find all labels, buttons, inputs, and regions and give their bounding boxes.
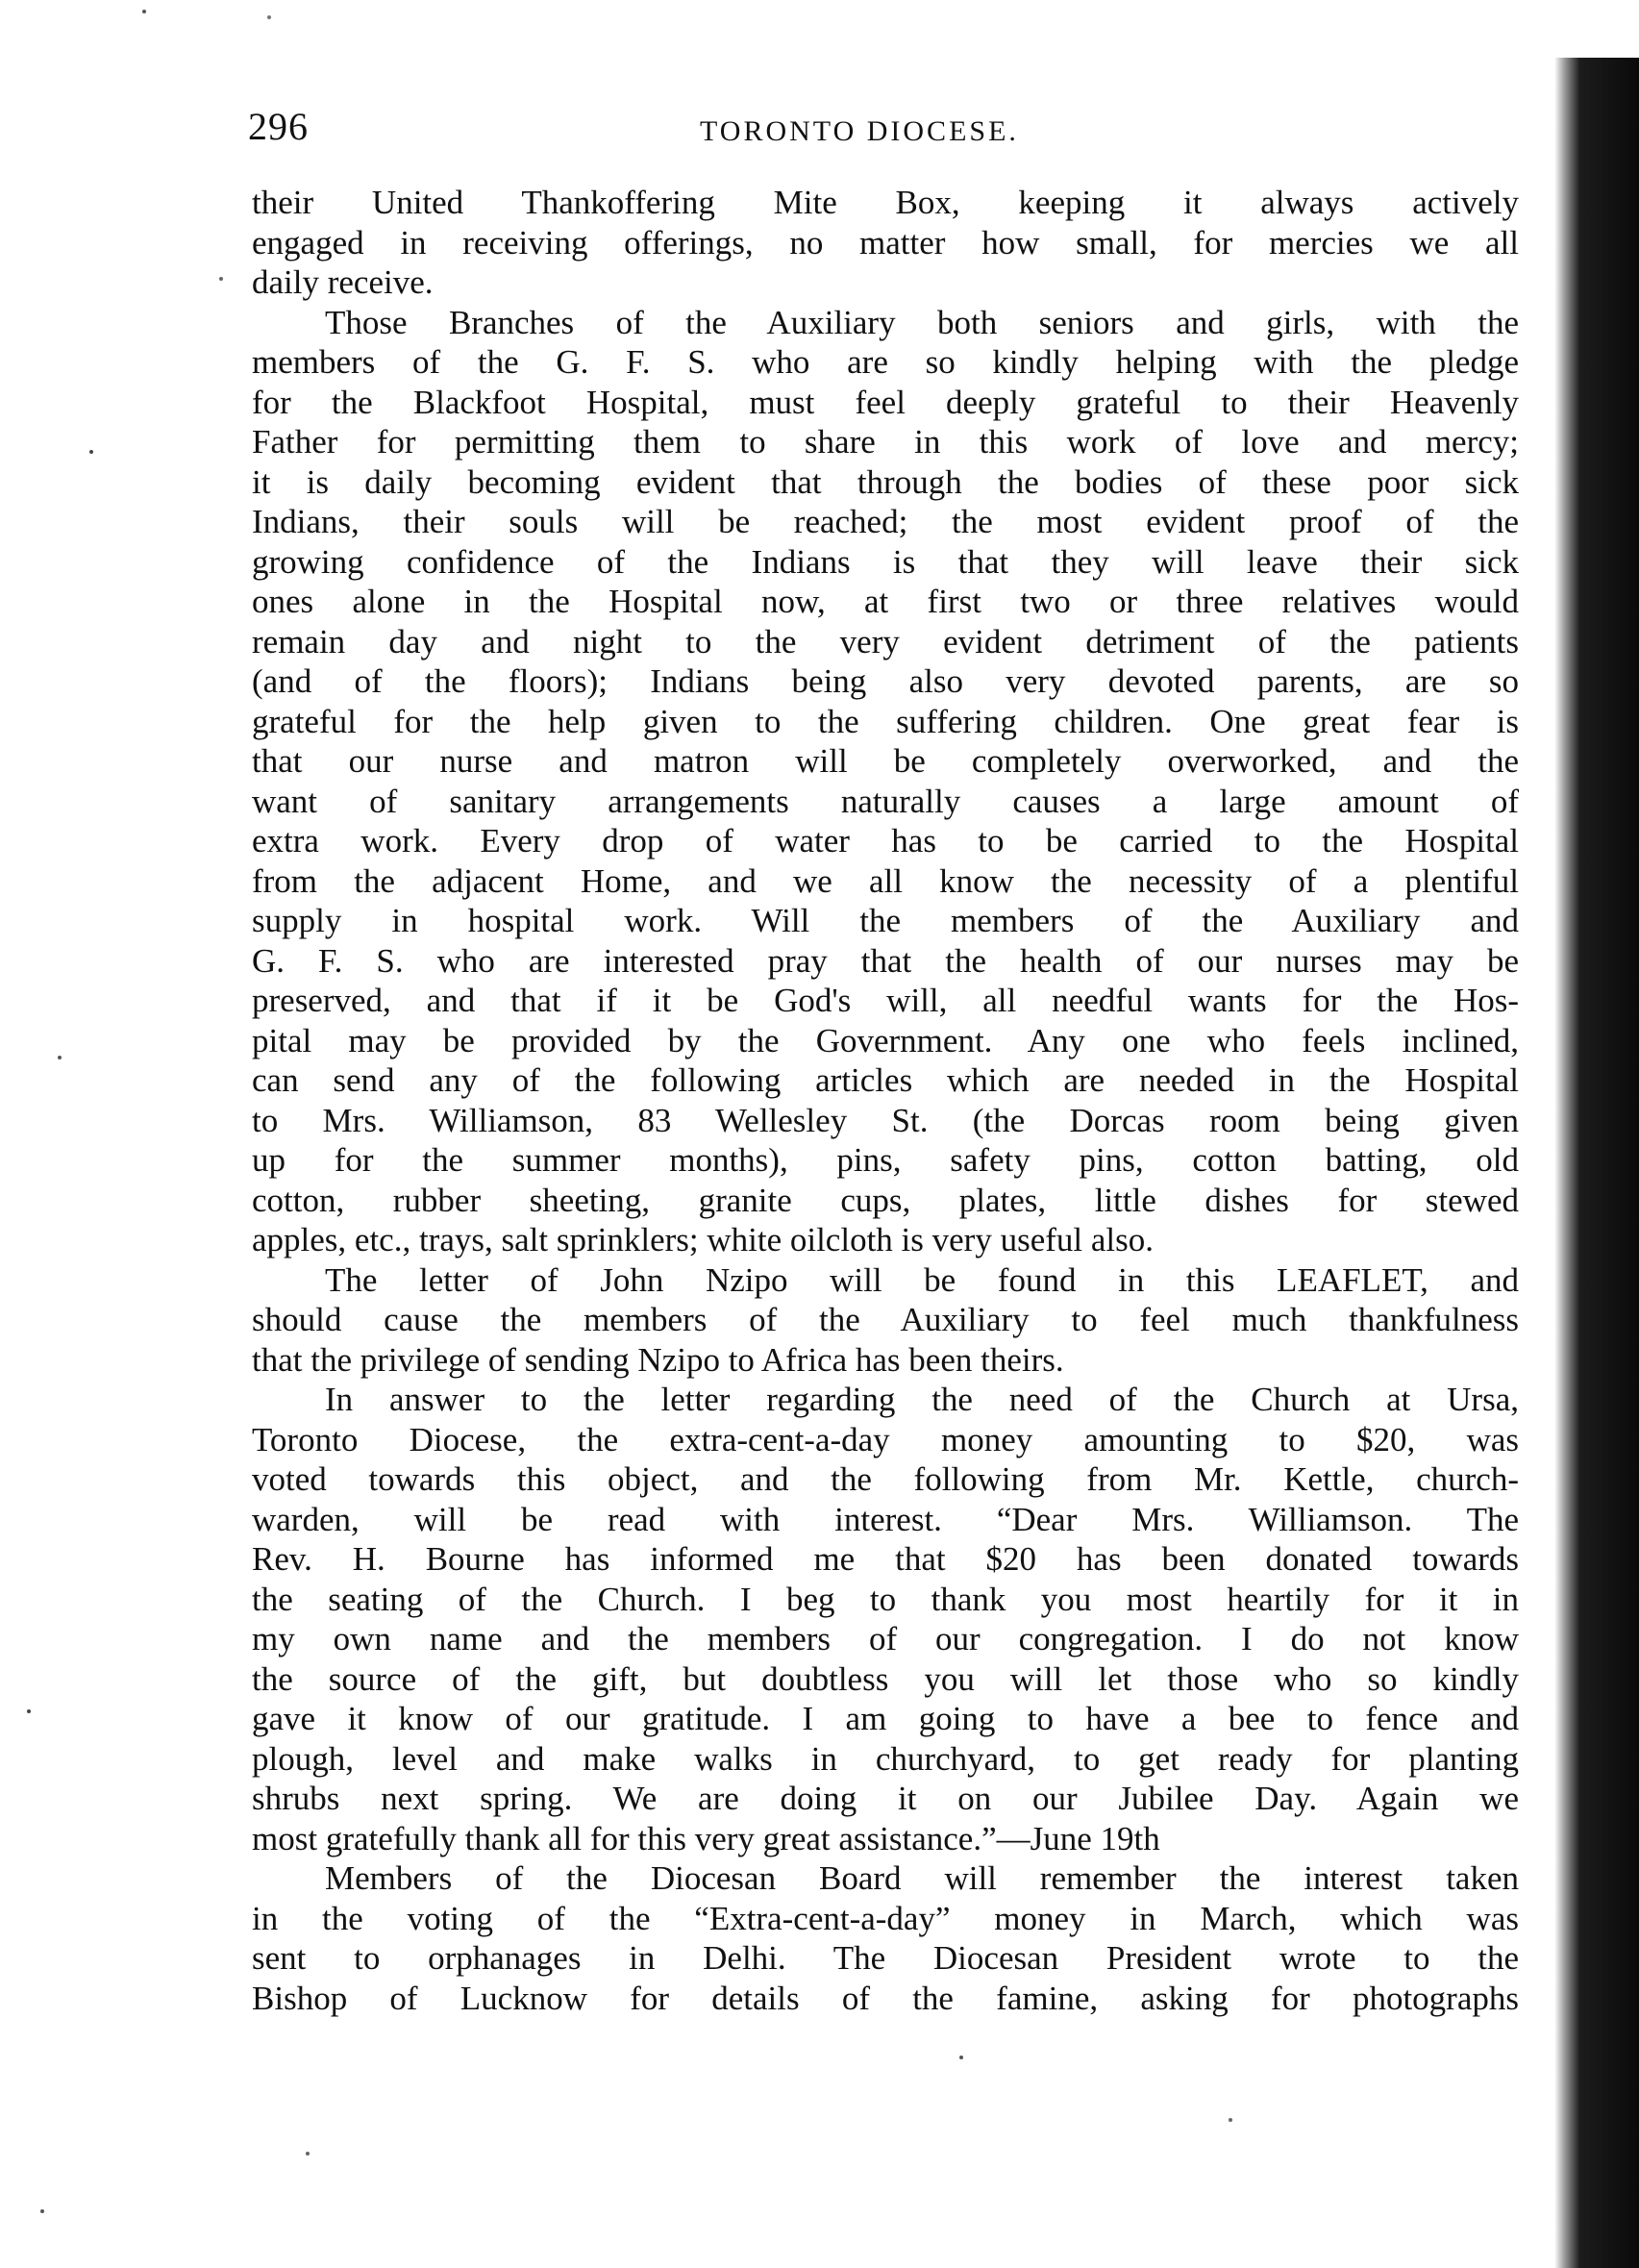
text-line: Bishop of Lucknow for details of the famine, asking for photographs [252, 1979, 1519, 2017]
text-line: from the adjacent Home, and we all know the necessity of a plentiful [252, 861, 1519, 900]
scan-speck [959, 2056, 963, 2059]
scan-speck [267, 15, 271, 19]
text-line: it is daily becoming evident that through the bodies of these poor sick [252, 462, 1519, 501]
text-line: want of sanitary arrangements naturally causes a large amount of [252, 782, 1519, 820]
text-line: shrubs next spring. We are doing it on our Jubilee Day. Again we [252, 1780, 1519, 1817]
text-line: most gratefully thank all for this very great assistance.”—June 19th [252, 1819, 1160, 1857]
text-line: growing confidence of the Indians is that they will leave their sick [252, 542, 1519, 581]
text-line: sent to orphanages in Delhi. The Diocesan President wrote to the [252, 1939, 1519, 1977]
text-line: engaged in receiving offerings, no matter how small, for mercies we all [252, 223, 1519, 262]
text-line: the source of the gift, but doubtless you will let those who so kindly [252, 1659, 1519, 1698]
text-line: Father for permitting them to share in this work of love and mercy; [252, 423, 1519, 461]
text-line: Those Branches of the Auxiliary both seniors and girls, with the [325, 303, 1519, 341]
text-line: (and of the floors); Indians being also very devoted parents, are so [252, 662, 1519, 700]
book-binding-shadow [1554, 58, 1639, 2268]
text-line: supply in hospital work. Will the members of the Auxiliary and [252, 902, 1519, 939]
text-line: voted towards this object, and the following from Mr. Kettle, church- [252, 1460, 1519, 1498]
text-line: daily receive. [252, 263, 434, 301]
text-line: remain day and night to the very evident detriment of the patients [252, 622, 1519, 660]
scan-speck [58, 1056, 62, 1059]
text-line: apples, etc., trays, salt sprinklers; white oilcloth is very useful also. [252, 1221, 1154, 1259]
text-line: up for the summer months), pins, safety pins, cotton batting, old [252, 1141, 1519, 1179]
text-line: grateful for the help given to the suffering children. One great fear is [252, 702, 1519, 740]
text-line: the seating of the Church. I beg to thank you most heartily for it in [252, 1580, 1519, 1618]
text-line: pital may be provided by the Government. Any one who feels inclined, [252, 1021, 1519, 1059]
scan-speck [89, 450, 93, 454]
text-line: plough, level and make walks in churchyard, to get ready for planting [252, 1739, 1519, 1778]
text-line: my own name and the members of our congregation. I do not know [252, 1620, 1519, 1657]
text-line: can send any of the following articles which are needed in the Hospital [252, 1061, 1519, 1099]
scan-speck [219, 277, 223, 281]
text-line: gave it know of our gratitude. I am going to have a bee to fence and [252, 1700, 1519, 1737]
running-title: TORONTO DIOCESE. [700, 115, 1019, 147]
text-line: in the voting of the “Extra-cent-a-day” money in March, which was [252, 1899, 1519, 1937]
text-line: In answer to the letter regarding the need of the Church at Ursa, [325, 1381, 1519, 1418]
text-line: warden, will be read with interest. “Dear Mrs. Williamson. The [252, 1500, 1519, 1538]
page-number: 296 [248, 105, 309, 148]
text-line: to Mrs. Williamson, 83 Wellesley St. (the Dorcas room being given [252, 1101, 1519, 1139]
text-line: for the Blackfoot Hospital, must feel deeply grateful to their Heavenly [252, 383, 1519, 421]
text-line: Indians, their souls will be reached; the most evident proof of the [252, 503, 1519, 540]
text-line: that our nurse and matron will be completely overworked, and the [252, 742, 1519, 780]
text-line: Toronto Diocese, the extra-cent-a-day money amounting to $20, was [252, 1420, 1519, 1458]
body-text [252, 183, 1519, 2018]
text-line: G. F. S. who are interested pray that the health of our nurses may be [252, 941, 1519, 980]
text-line: Members of the Diocesan Board will remember the interest taken [325, 1859, 1519, 1897]
text-line: members of the G. F. S. who are so kindly helping with the pledge [252, 343, 1519, 381]
text-line: cotton, rubber sheeting, granite cups, plates, little dishes for stewed [252, 1181, 1519, 1219]
text-line: their United Thankoffering Mite Box, keeping it always actively [252, 184, 1519, 221]
text-line: should cause the members of the Auxiliary to feel much thankfulness [252, 1301, 1519, 1338]
text-line: ones alone in the Hospital now, at first two or three relatives would [252, 583, 1519, 620]
page-header [248, 104, 1517, 162]
text-line: preserved, and that if it be God's will, all needful wants for the Hos- [252, 982, 1519, 1019]
text-line: The letter of John Nzipo will be found in this LEAFLET, and [325, 1260, 1519, 1299]
text-line: extra work. Every drop of water has to be carried to the Hospital [252, 822, 1519, 860]
scan-speck [142, 10, 146, 13]
scan-speck [1229, 2118, 1232, 2122]
text-line: Rev. H. Bourne has informed me that $20 has been donated towards [252, 1540, 1519, 1578]
scan-speck [40, 2209, 44, 2213]
scan-speck [306, 2152, 310, 2156]
text-line: that the privilege of sending Nzipo to Africa has been theirs. [252, 1340, 1064, 1379]
scan-speck [27, 1709, 31, 1713]
